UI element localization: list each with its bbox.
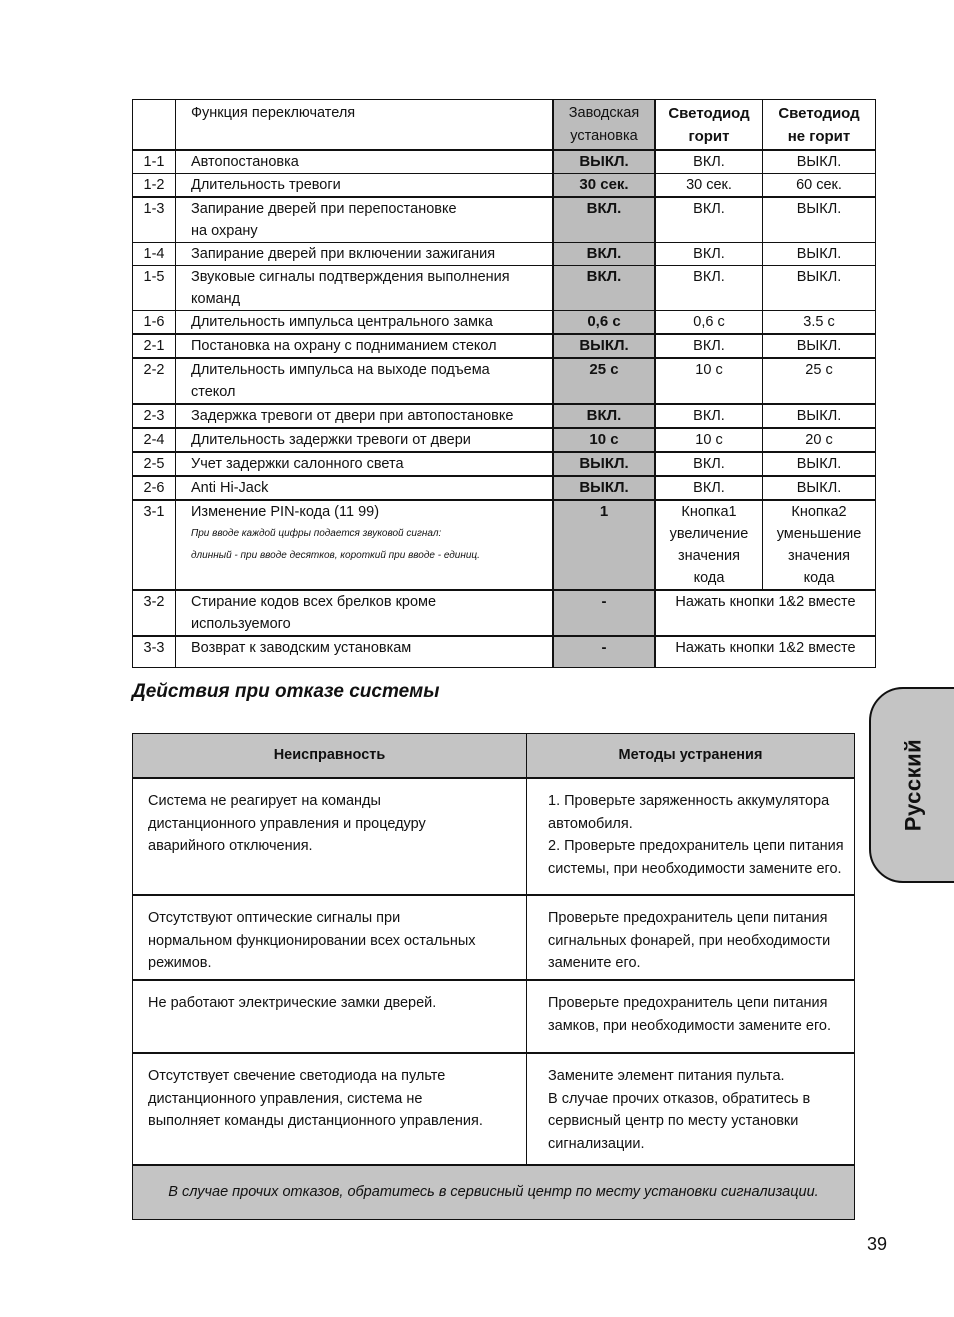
header-id-cell [133,100,176,151]
row-function: Запирание дверей при перепостановке на охрану [176,197,554,243]
table-row [133,243,876,266]
row-note: При вводе каждой цифры подается звуковой сигнал: [191,528,442,539]
row-led-on: 0,6 с [655,311,763,335]
table-row [133,636,876,668]
language-tab [869,687,954,883]
row-function: Изменение PIN-кода (11 99) При вводе каждой цифры подается звуковой сигнал: длинный - при вводе десятков, короткий при вводе - единиц. [176,500,554,590]
row-led-on: ВКЛ. [655,404,763,428]
row-id: 2-5 [133,452,176,476]
row-function: Длительность импульса центрального замка [176,311,554,335]
row-function: Длительность задержки тревоги от двери [176,428,554,452]
fault-method: Проверьте предохранитель цепи питания сигнальных фонарей, при необходимости замените его. [527,895,855,980]
row-id: 1-5 [133,266,176,311]
row-combined-action: Нажать кнопки 1&2 вместе [655,636,876,668]
header-methods: Методы устранения [527,734,855,779]
row-led-on: ВКЛ. [655,150,763,174]
table-row [133,980,855,1053]
table-row [133,404,876,428]
row-function: Длительность импульса на выходе подъема стекол [176,358,554,404]
row-led-off: 60 сек. [763,174,876,198]
row-factory: 25 с [553,358,655,404]
row-led-on: ВКЛ. [655,243,763,266]
row-function: Стирание кодов всех брелков кроме используемого [176,590,554,636]
row-led-off: ВЫКЛ. [763,150,876,174]
row-factory: ВКЛ. [553,404,655,428]
row-led-on: 10 с [655,358,763,404]
row-led-on: 30 сек. [655,174,763,198]
row-factory: ВЫКЛ. [553,476,655,500]
row-factory: - [553,590,655,636]
row-id: 1-6 [133,311,176,335]
table-row [133,590,876,636]
row-led-on: ВКЛ. [655,452,763,476]
row-led-off: ВЫКЛ. [763,476,876,500]
table-row [133,452,876,476]
row-led-off: ВЫКЛ. [763,243,876,266]
dip-switch-settings-table [132,99,876,668]
row-factory: ВКЛ. [553,197,655,243]
row-id: 1-4 [133,243,176,266]
table-row [133,358,876,404]
row-factory: ВКЛ. [553,266,655,311]
fault-method: 1. Проверьте заряженность аккумулятора автомобиля. 2. Проверьте предохранитель цепи питания системы, при необходимости замените его. [527,778,855,895]
row-note: длинный - при вводе десятков, короткий при вводе - единиц. [191,550,480,561]
row-id: 1-1 [133,150,176,174]
row-factory: 0,6 с [553,311,655,335]
row-factory: 10 с [553,428,655,452]
row-factory: ВКЛ. [553,243,655,266]
row-led-on: ВКЛ. [655,476,763,500]
header-function: Функция переключателя [176,100,554,151]
fault-problem: Отсутствует свечение светодиода на пульте дистанционного управления, система не выполняет команды дистанционного управления. [133,1053,527,1165]
row-led-off: 3.5 с [763,311,876,335]
row-factory: ВЫКЛ. [553,334,655,358]
faults-footer-row [133,1165,855,1220]
page-number: 39 [867,1234,888,1254]
fault-problem: Система не реагирует на команды дистанционного управления и процедуру аварийного отключения. [133,778,527,895]
table-row [133,266,876,311]
table-row [133,428,876,452]
row-id: 3-3 [133,636,176,668]
table-row [133,1053,855,1165]
header-led-off: Светодиод не горит [763,100,876,151]
table-row [133,150,876,174]
row-id: 3-2 [133,590,176,636]
table-row [133,334,876,358]
row-function: Учет задержки салонного света [176,452,554,476]
table-row [133,174,876,198]
faults-header-row [133,734,855,779]
row-function: Звуковые сигналы подтверждения выполнения команд [176,266,554,311]
header-led-on: Светодиод горит [655,100,763,151]
row-led-on: ВКЛ. [655,266,763,311]
row-led-on: 10 с [655,428,763,452]
row-factory: 30 сек. [553,174,655,198]
row-led-on: Кнопка1 увеличение значения кода [655,500,763,590]
row-id: 3-1 [133,500,176,590]
row-led-off: 25 с [763,358,876,404]
row-factory: - [553,636,655,668]
table-row [133,500,876,590]
row-id: 2-4 [133,428,176,452]
language-tab-label: Русский [900,738,926,832]
row-factory: 1 [553,500,655,590]
table-row [133,895,855,980]
fault-method: Замените элемент питания пульта. В случае прочих отказов, обратитесь в сервисный центр по месту установки сигнализации. [527,1053,855,1165]
header-problem: Неисправность [133,734,527,779]
table-row [133,311,876,335]
row-led-off: ВЫКЛ. [763,452,876,476]
section-title: Действия при отказе системы [132,681,440,702]
table-row [133,476,876,500]
row-id: 2-1 [133,334,176,358]
row-function: Возврат к заводским установкам [176,636,554,668]
table-row [133,197,876,243]
row-factory: ВЫКЛ. [553,452,655,476]
row-id: 2-2 [133,358,176,404]
row-factory: ВЫКЛ. [553,150,655,174]
row-function: Длительность тревоги [176,174,554,198]
fault-method: Проверьте предохранитель цепи питания замков, при необходимости замените его. [527,980,855,1053]
row-id: 1-2 [133,174,176,198]
row-function: Запирание дверей при включении зажигания [176,243,554,266]
row-led-off: ВЫКЛ. [763,197,876,243]
row-combined-action: Нажать кнопки 1&2 вместе [655,590,876,636]
faults-footer-note: В случае прочих отказов, обратитесь в сервисный центр по месту установки сигнализации. [133,1165,855,1220]
row-led-off: ВЫКЛ. [763,404,876,428]
table-row [133,778,855,895]
row-function: Anti Hi-Jack [176,476,554,500]
row-function: Автопостановка [176,150,554,174]
row-led-off: ВЫКЛ. [763,266,876,311]
row-id: 2-3 [133,404,176,428]
row-function: Постановка на охрану с подниманием стекол [176,334,554,358]
row-id: 2-6 [133,476,176,500]
row-function: Задержка тревоги от двери при автопостановке [176,404,554,428]
troubleshooting-table [132,733,855,1220]
fault-problem: Не работают электрические замки дверей. [133,980,527,1053]
header-factory: Заводская установка [553,100,655,151]
row-led-off: Кнопка2 уменьшение значения кода [763,500,876,590]
fault-problem: Отсутствуют оптические сигналы при нормальном функционировании всех остальных режимов. [133,895,527,980]
row-led-on: ВКЛ. [655,197,763,243]
row-led-on: ВКЛ. [655,334,763,358]
row-id: 1-3 [133,197,176,243]
settings-header-row [133,100,876,151]
row-led-off: ВЫКЛ. [763,334,876,358]
row-led-off: 20 с [763,428,876,452]
